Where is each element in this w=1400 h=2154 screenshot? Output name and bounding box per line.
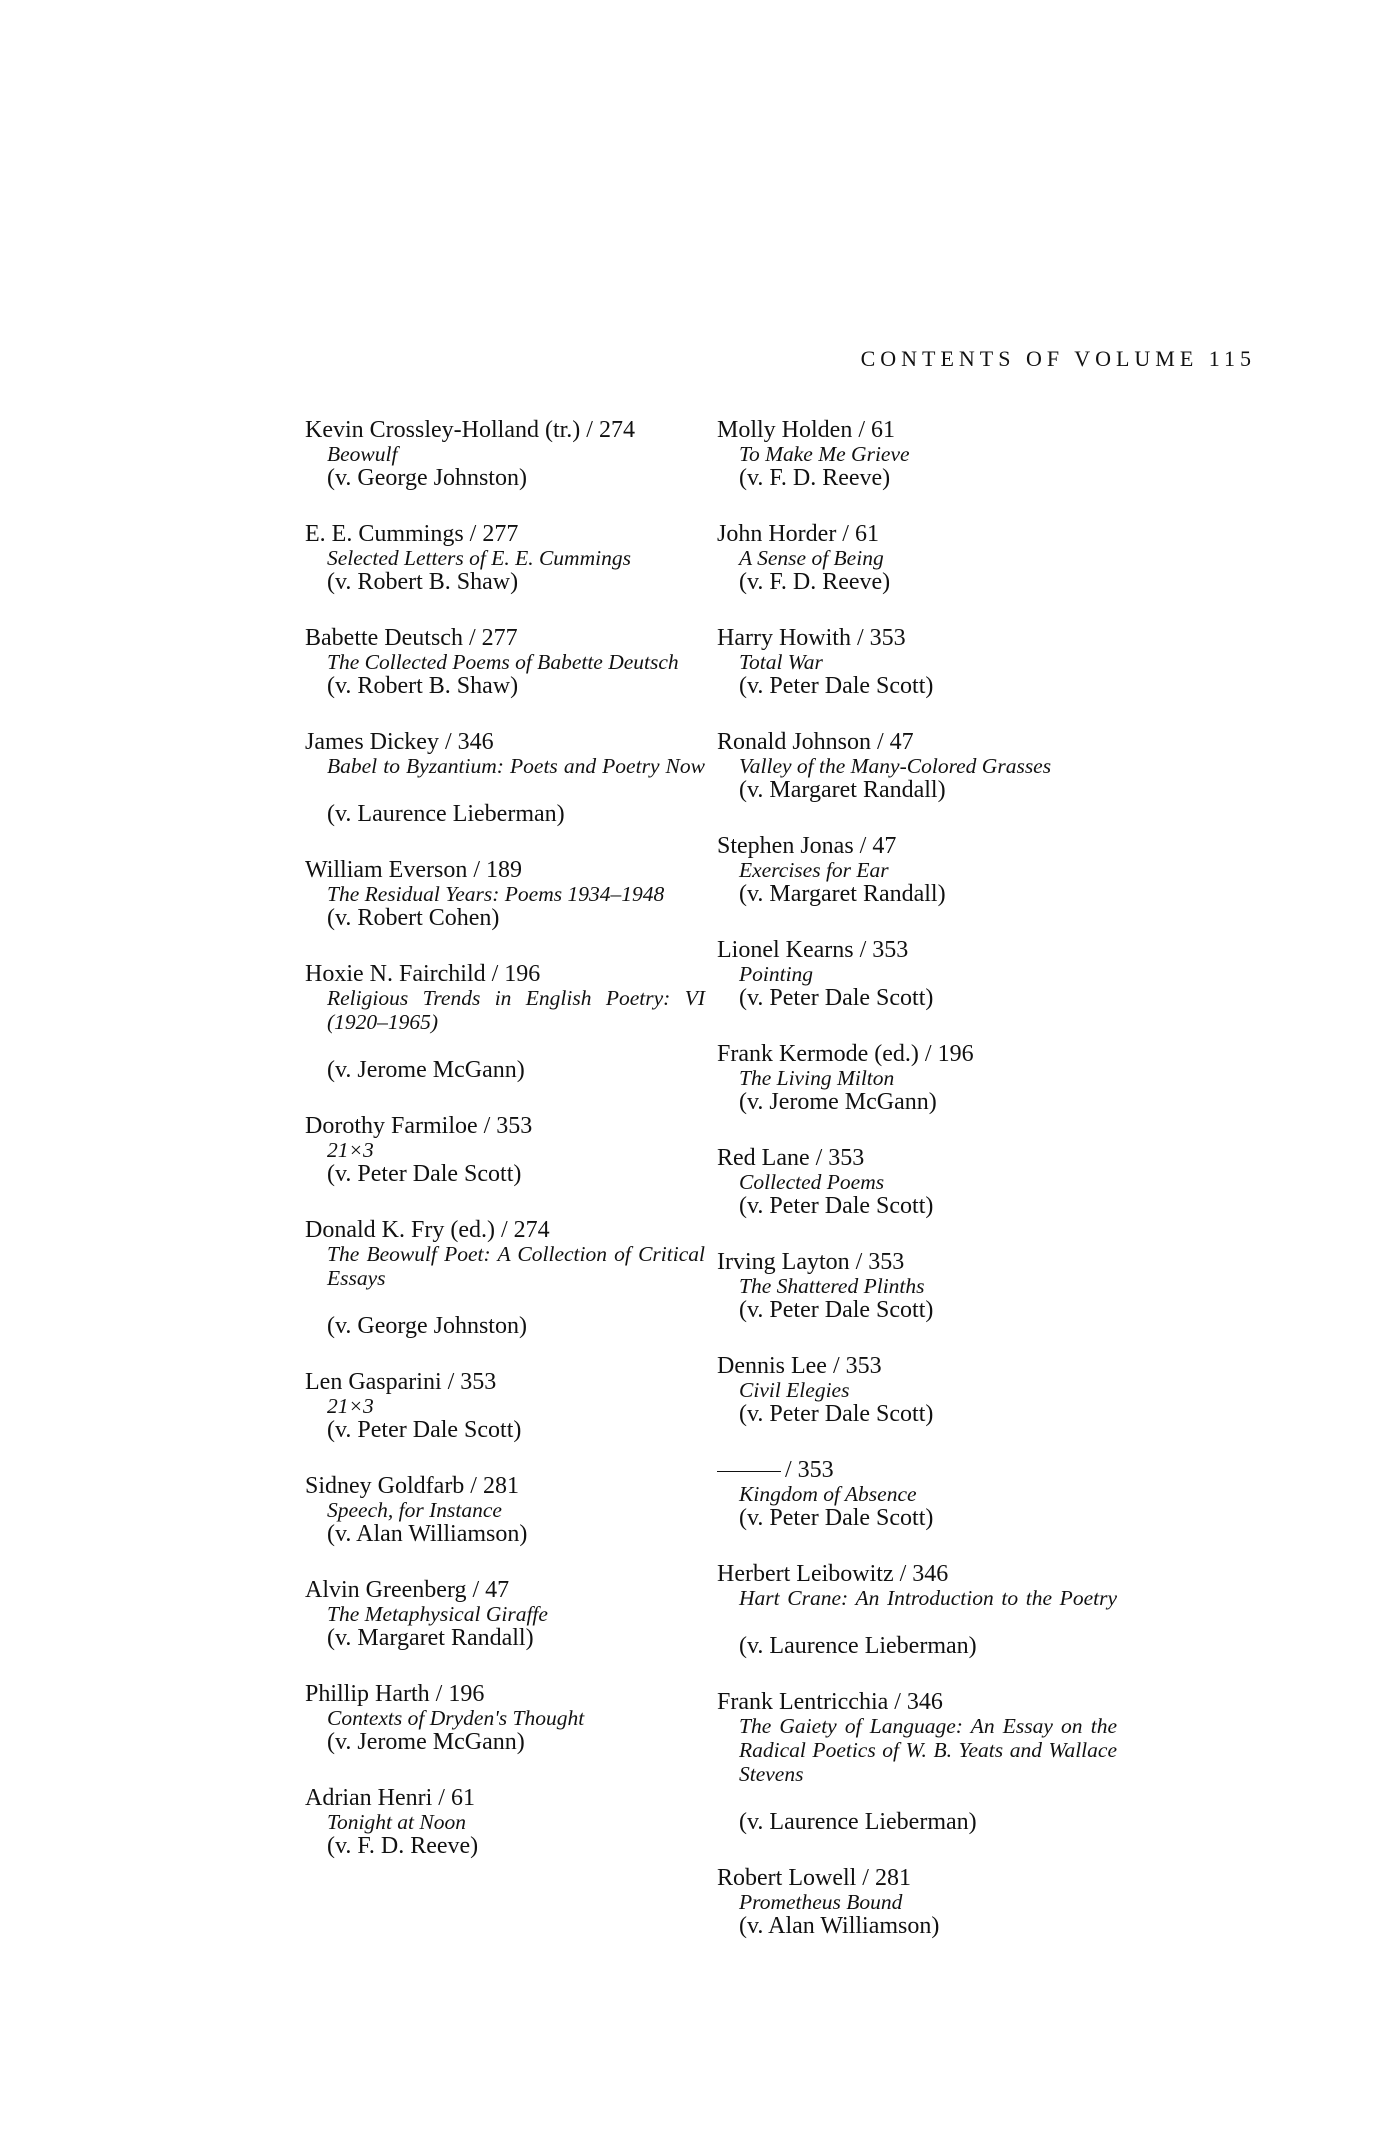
entry-reviewer: (v. Laurence Lieberman) <box>739 1633 977 1659</box>
entry-reviewer: (v. F. D. Reeve) <box>739 465 891 491</box>
entry-title: The Residual Years: Poems 1934–1948 <box>327 882 665 906</box>
contents-entry <box>305 418 705 490</box>
entry-author: Lionel Kearns / 353 <box>717 937 909 963</box>
entry-reviewer: (v. Robert B. Shaw) <box>327 569 519 595</box>
contents-entry <box>305 962 705 1082</box>
entry-title: Total War <box>739 650 823 674</box>
entry-author: Kevin Crossley-Holland (tr.) / 274 <box>305 417 635 443</box>
entry-reviewer: (v. Peter Dale Scott) <box>739 673 934 699</box>
entry-author: Herbert Leibowitz / 346 <box>717 1561 949 1587</box>
entry-title: Beowulf <box>327 442 398 466</box>
contents-entry <box>305 1578 705 1650</box>
entry-author: Harry Howith / 353 <box>717 625 906 651</box>
entry-title: Speech, for Instance <box>327 1498 502 1522</box>
ditto-dash <box>717 1471 781 1472</box>
entry-title: Pointing <box>739 962 814 986</box>
entry-title: The Shattered Plinths <box>739 1274 925 1298</box>
entry-title: To Make Me Grieve <box>739 442 910 466</box>
entry-author: Adrian Henri / 61 <box>305 1785 475 1811</box>
entry-author: Hoxie N. Fairchild / 196 <box>305 961 541 987</box>
entry-author: James Dickey / 346 <box>305 729 494 755</box>
contents-entry <box>717 1250 1117 1322</box>
entry-author: Red Lane / 353 <box>717 1145 865 1171</box>
entry-title: 21×3 <box>327 1394 374 1418</box>
entry-title: Civil Elegies <box>739 1378 850 1402</box>
entry-reviewer: (v. Alan Williamson) <box>739 1913 940 1939</box>
entry-title: A Sense of Being <box>739 546 884 570</box>
entry-reviewer: (v. Jerome McGann) <box>739 1089 937 1115</box>
entry-author: Stephen Jonas / 47 <box>717 833 897 859</box>
contents-entry <box>305 858 705 930</box>
entry-author: Molly Holden / 61 <box>717 417 895 443</box>
entry-title: The Beowulf Poet: A Collection of Critical Essays <box>327 1242 705 1290</box>
entry-reviewer: (v. Peter Dale Scott) <box>739 1297 934 1323</box>
contents-entry <box>717 1458 1117 1530</box>
entry-title: Religious Trends in English Poetry: VI (1920–1965) <box>327 986 705 1034</box>
entry-title: Valley of the Many-Colored Grasses <box>739 754 1052 778</box>
contents-entry <box>717 730 1117 802</box>
entry-reviewer: (v. Peter Dale Scott) <box>739 985 934 1011</box>
contents-entry <box>305 1218 705 1338</box>
entry-author: Frank Kermode (ed.) / 196 <box>717 1041 974 1067</box>
entry-reviewer: (v. Peter Dale Scott) <box>327 1161 522 1187</box>
entry-author: Dorothy Farmiloe / 353 <box>305 1113 533 1139</box>
entry-author: William Everson / 189 <box>305 857 522 883</box>
contents-entry <box>717 1146 1117 1218</box>
entry-title: Hart Crane: An Introduction to the Poetry <box>739 1586 1117 1610</box>
contents-entry <box>717 418 1117 490</box>
running-head: CONTENTS OF VOLUME 115 <box>860 346 1256 371</box>
contents-entry <box>717 1866 1117 1938</box>
contents-entry <box>717 1042 1117 1114</box>
entry-title: The Living Milton <box>739 1066 895 1090</box>
entry-author: Babette Deutsch / 277 <box>305 625 518 651</box>
contents-entry <box>717 834 1117 906</box>
entry-author: Donald K. Fry (ed.) / 274 <box>305 1217 550 1243</box>
entry-author: E. E. Cummings / 277 <box>305 521 519 547</box>
contents-entry <box>305 1370 705 1442</box>
entry-reviewer: (v. Laurence Lieberman) <box>739 1809 977 1835</box>
entry-title: Tonight at Noon <box>327 1810 466 1834</box>
entry-author: Len Gasparini / 353 <box>305 1369 497 1395</box>
entry-title: The Metaphysical Giraffe <box>327 1602 548 1626</box>
entry-reviewer: (v. Peter Dale Scott) <box>739 1505 934 1531</box>
entry-reviewer: (v. F. D. Reeve) <box>739 569 891 595</box>
entry-reviewer: (v. Peter Dale Scott) <box>739 1401 934 1427</box>
entry-reviewer: (v. Margaret Randall) <box>327 1625 534 1651</box>
entry-reviewer: (v. Robert Cohen) <box>327 905 500 931</box>
entry-title: The Gaiety of Language: An Essay on the Radical Poetics of W. B. Yeats and Wallace Stevens <box>739 1714 1117 1786</box>
entry-author: Phillip Harth / 196 <box>305 1681 485 1707</box>
entry-title: Babel to Byzantium: Poets and Poetry Now <box>327 754 705 778</box>
entry-reviewer: (v. Margaret Randall) <box>739 881 946 907</box>
contents-entry <box>305 1682 705 1754</box>
contents-entry <box>717 1690 1117 1834</box>
entry-author: John Horder / 61 <box>717 521 879 547</box>
entry-reviewer: (v. Laurence Lieberman) <box>327 801 565 827</box>
entry-title: Collected Poems <box>739 1170 885 1194</box>
contents-entry <box>305 522 705 594</box>
entry-reviewer: (v. George Johnston) <box>327 1313 527 1339</box>
entry-title: Prometheus Bound <box>739 1890 903 1914</box>
entry-author: Sidney Goldfarb / 281 <box>305 1473 519 1499</box>
entry-reviewer: (v. Peter Dale Scott) <box>327 1417 522 1443</box>
entry-author: Dennis Lee / 353 <box>717 1353 882 1379</box>
entry-title: Kingdom of Absence <box>739 1482 917 1506</box>
contents-entry <box>717 1562 1117 1658</box>
entry-reviewer: (v. Alan Williamson) <box>327 1521 528 1547</box>
contents-entry <box>717 522 1117 594</box>
entry-title: Contexts of Dryden's Thought <box>327 1706 585 1730</box>
entry-reviewer: (v. Jerome McGann) <box>327 1729 525 1755</box>
entry-title: The Collected Poems of Babette Deutsch <box>327 650 679 674</box>
entry-title: Selected Letters of E. E. Cummings <box>327 546 631 570</box>
entry-author: Irving Layton / 353 <box>717 1249 905 1275</box>
entry-author: Robert Lowell / 281 <box>717 1865 911 1891</box>
contents-entry <box>305 730 705 826</box>
entry-reviewer: (v. Peter Dale Scott) <box>739 1193 934 1219</box>
entry-reviewer: (v. George Johnston) <box>327 465 527 491</box>
entry-reviewer: (v. Margaret Randall) <box>739 777 946 803</box>
entry-author: / 353 <box>717 1458 1117 1482</box>
contents-entry <box>305 626 705 698</box>
contents-entry <box>305 1474 705 1546</box>
entry-author: Alvin Greenberg / 47 <box>305 1577 510 1603</box>
entry-author: Ronald Johnson / 47 <box>717 729 914 755</box>
contents-entry <box>717 626 1117 698</box>
contents-entry <box>717 1354 1117 1426</box>
left-column <box>305 418 705 1890</box>
contents-entry <box>305 1786 705 1858</box>
contents-entry <box>717 938 1117 1010</box>
entry-title: 21×3 <box>327 1138 374 1162</box>
entry-reviewer: (v. Jerome McGann) <box>327 1057 525 1083</box>
entry-author: Frank Lentricchia / 346 <box>717 1689 943 1715</box>
contents-entry <box>305 1114 705 1186</box>
entry-reviewer: (v. Robert B. Shaw) <box>327 673 519 699</box>
entry-reviewer: (v. F. D. Reeve) <box>327 1833 479 1859</box>
entry-title: Exercises for Ear <box>739 858 889 882</box>
right-column <box>717 418 1117 1970</box>
